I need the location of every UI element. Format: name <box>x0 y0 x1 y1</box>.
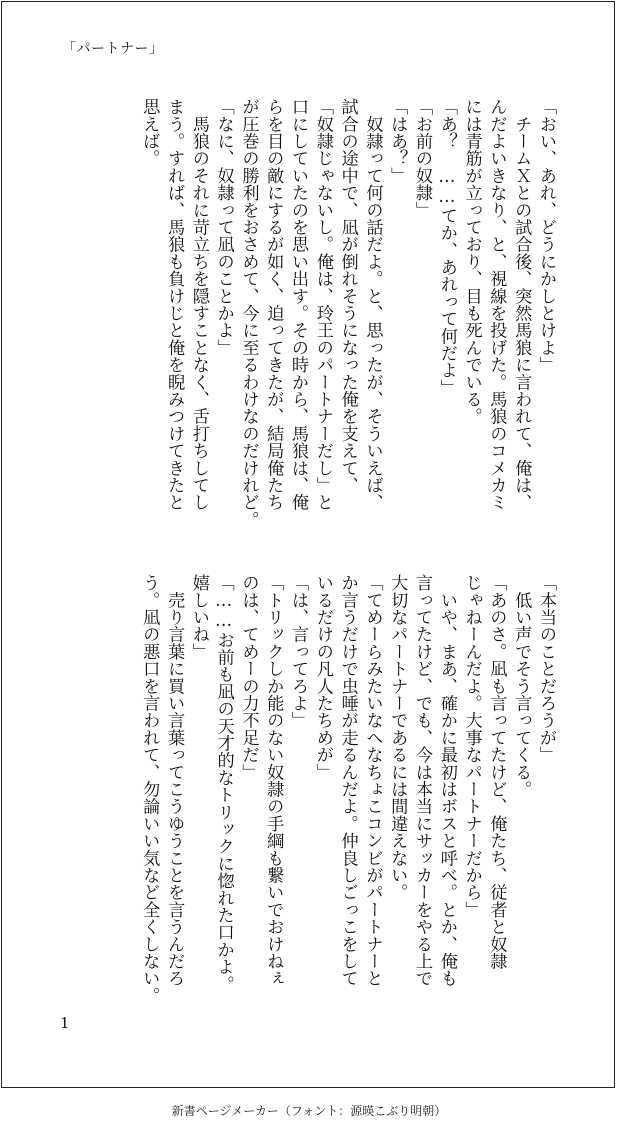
text-line: 「トリックしか能のない奴隷の手綱も繋いでおけねぇ <box>263 574 284 987</box>
text-line: 嬉しいね」 <box>188 574 209 660</box>
page-number: 1 <box>60 1014 70 1032</box>
text-line: 思えば。 <box>139 98 160 167</box>
text-line: には青筋が立っており、目も死んでいる。 <box>461 98 482 425</box>
text-line: 「本当のことだろうが」 <box>536 574 556 764</box>
text-line: いや、まあ、確かに最初はボスと呼べ。とか、俺も <box>436 574 457 987</box>
text-line: 低い声でそう言ってくる。 <box>511 574 532 798</box>
text-line: 馬狼のそれに苛立ちを隠すことなく、舌打ちしてし <box>188 98 209 511</box>
text-line: 「……お前も凪の天才的なトリックに惚れた口かよ。 <box>213 574 234 993</box>
text-line: 「てめーらみたいなへなちょこコンビがパートナーと <box>362 574 383 987</box>
text-line: う。凪の悪口を言われて、勿論いい気など全くしない。 <box>139 574 160 1004</box>
page-frame <box>1 1 615 1088</box>
text-line: 売り言葉に買い言葉ってこうゆうことを言うんだろ <box>164 574 185 987</box>
text-line: 「奴隷じゃないし。俺は、玲王のパートナーだし」と <box>312 98 333 511</box>
text-line: 試合の途中で、凪が倒れそうになった俺を支えて、 <box>337 98 358 494</box>
text-line: 奴隷って何の話だよ。と、思ったが、そういえば、 <box>362 98 383 511</box>
text-line: 「はあ？」 <box>387 98 408 184</box>
text-line: んだよいきなり、と、視線を投げた。馬狼のコメカミ <box>486 98 507 511</box>
text-line: 「なに、奴隷って凪のことかよ」 <box>213 98 234 356</box>
text-line: 口にしていたのを思い出す。その時から、馬狼は、俺 <box>288 98 309 511</box>
text-line: 「あ？ ……てか、あれって何だよ」 <box>436 98 457 396</box>
text-line: らを目の敵にするが如く、迫ってきたが、結局俺たち <box>263 98 284 511</box>
text-line: が圧巻の勝利をおさめて、今に至るわけなのだけれど。 <box>238 98 259 528</box>
running-title: 「パートナー」 <box>62 41 164 57</box>
text-line: 言ってたけど、でも、今は本当にサッカーをやる上で <box>412 574 433 987</box>
text-line: 「おい、あれ、どうにかしとけよ」 <box>536 98 556 374</box>
text-line: チームＸとの試合後、突然馬狼に言われて、俺は、 <box>511 98 532 511</box>
footer-credit: 新書ページメーカー（フォント：源暎こぶり明朝） <box>171 1104 447 1118</box>
text-line: 「は、言ってろよ」 <box>288 574 309 729</box>
text-line: 大切なパートナーであるには間違えない。 <box>387 574 408 901</box>
lower-text-column <box>58 574 558 1004</box>
text-line: 「あのさ。凪も言ってたけど、俺たち、従者と奴隷 <box>486 574 507 970</box>
upper-text-column <box>58 98 558 528</box>
text-line: か言うだけで虫唾が走るんだよ。仲良しごっこをして <box>337 574 358 987</box>
text-line: 「お前の奴隷」 <box>412 98 433 219</box>
text-line: じゃねーんだよ。大事なパートナーだから」 <box>461 574 482 918</box>
text-line: まう。すれば、馬狼も負けじと俺を睨みつけてきたと <box>164 98 185 511</box>
text-line: のは、てめーの力不足だ」 <box>238 574 259 781</box>
text-line: いるだけの凡人たちめが」 <box>312 574 333 781</box>
